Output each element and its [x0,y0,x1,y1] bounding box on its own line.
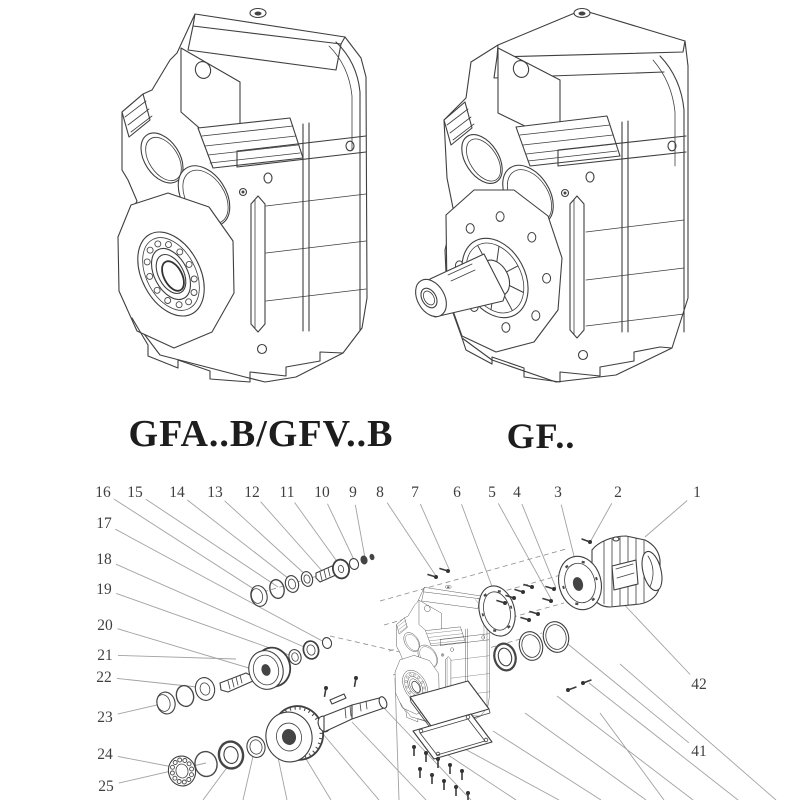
bolt-head-icon [552,587,556,591]
part-number-label: 11 [279,484,295,501]
intermediate-shaft-parts [154,637,332,716]
bolt-head-icon [527,618,531,622]
axis-dash-line [330,636,400,652]
leader-line [387,503,436,576]
leader-line [261,502,323,572]
part-number-label: 23 [97,709,113,726]
part-number-label: 42 [691,676,707,693]
leader-line [295,503,341,568]
part-number-label: 17 [96,515,112,532]
part-number-label: 19 [96,581,112,598]
output-shaft-parts [166,694,389,788]
bolt-head-icon [521,590,525,594]
bolt-head-icon [424,751,428,755]
leader-line [561,505,575,560]
leader-line [525,713,646,800]
model-label-gf: GF.. [506,416,576,456]
part-number-label: 10 [314,484,330,501]
leader-line [617,597,690,675]
part-number-label: 12 [244,484,260,501]
part-number-label: 16 [95,484,111,501]
part-number-label: 4 [513,484,521,501]
leader-line [117,678,206,688]
part-number-label: 25 [98,778,114,795]
bolt-head-icon [503,601,507,605]
leader-line [187,500,293,582]
bolt-head-icon [436,757,440,761]
input-shaft-parts [249,553,376,608]
part-number-label: 20 [97,617,113,634]
leader-line [522,504,556,588]
bolt-head-icon [412,745,416,749]
leader-line [493,731,601,800]
part-number-label: 22 [96,669,112,686]
gearbox-drawing-gf [409,9,688,383]
bolt-head-icon [418,767,422,771]
bolt-head-icon [530,585,534,589]
part-number-label: 14 [169,484,185,501]
bolt-head-icon [512,596,516,600]
bolt-head-icon [566,688,570,692]
leader-line [323,734,379,800]
model-label-gfa-b: GFA..B/GFV..B [128,413,394,455]
part-number-label: 24 [97,746,113,763]
part-number-label: 6 [453,484,461,501]
bolt-head-icon [434,575,438,579]
bolt-head-icon [446,569,450,573]
leader-line [589,683,738,800]
bolt-head-icon [448,763,452,767]
bolt-head-icon [581,681,585,685]
part-number-label: 15 [127,484,143,501]
part-number-label: 9 [349,484,357,501]
bolt-head-icon [324,686,328,690]
part-number-label: 8 [376,484,384,501]
bolt-head-icon [549,599,553,603]
gearbox-drawing-gfa-b [118,9,367,383]
part-number-label: 13 [207,484,223,501]
part-number-label: 7 [411,484,419,501]
bolt-head-icon [354,676,358,680]
bolt-head-icon [442,779,446,783]
bolt-head-icon [454,785,458,789]
leader-line [355,505,365,558]
part-number-label: 1 [693,484,701,501]
part-number-label: 2 [614,484,622,501]
part-number-label: 3 [554,484,562,501]
leader-line [589,503,612,544]
bolt-head-icon [466,791,470,795]
exploded-view [154,536,665,800]
bolt-head-icon [536,612,540,616]
bolt-head-icon [460,769,464,773]
part-number-label: 5 [488,484,496,501]
leader-line [146,499,278,587]
leader-line [600,713,664,800]
leader-line [243,752,254,800]
part-number-label: 41 [691,743,707,760]
bolt-head-icon [588,540,592,544]
leader-line [118,655,236,659]
leader-line [118,629,263,672]
bolt-head-icon [430,773,434,777]
part-number-label: 21 [97,647,113,664]
leader-line [645,501,687,538]
motor-drawing [553,536,666,615]
part-number-label: 18 [96,551,112,568]
